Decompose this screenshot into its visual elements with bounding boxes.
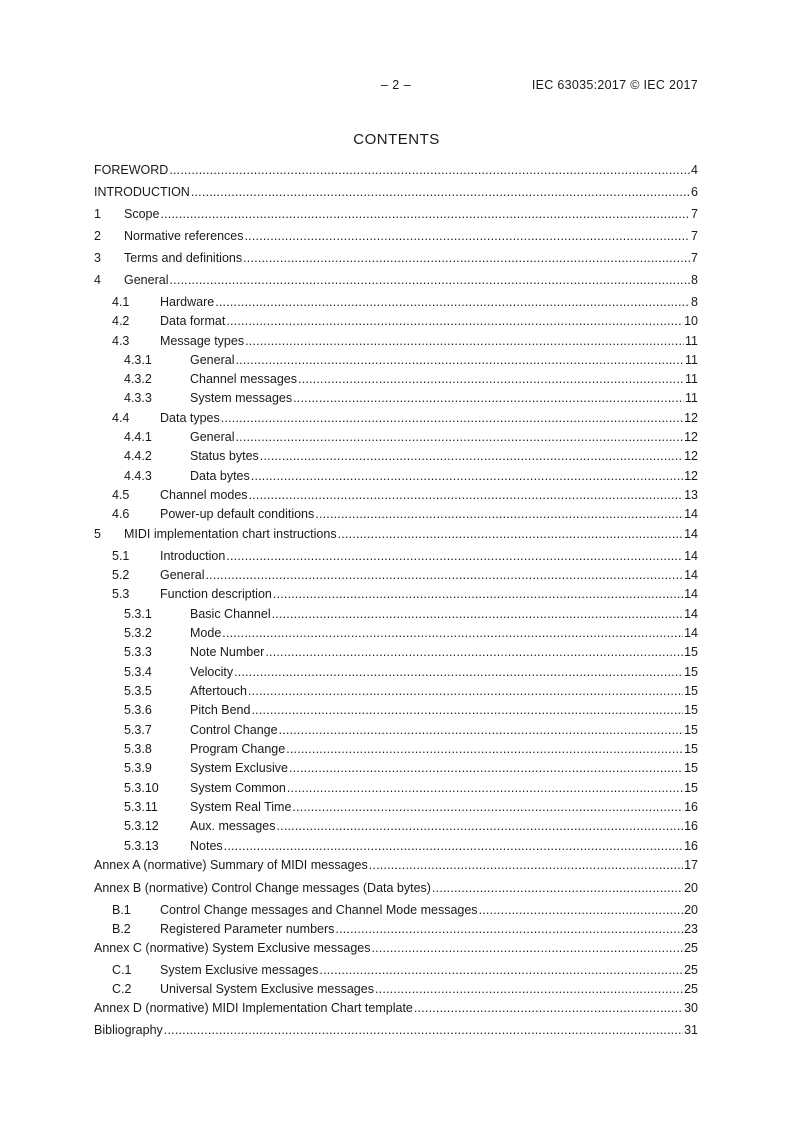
toc-entry-title: Annex B (normative) Control Change messages (Data bytes) [94, 881, 431, 895]
toc-entry-page: 8 [691, 273, 698, 287]
toc-dot-leader [235, 429, 683, 445]
toc-entry-title: General [124, 273, 169, 287]
toc-entry[interactable] [94, 981, 698, 997]
toc-entry-title: System Real Time [190, 800, 292, 814]
toc-dot-leader [222, 625, 683, 641]
toc-entry-title: Annex D (normative) MIDI Implementation Chart template [94, 1001, 413, 1015]
toc-entry-title: Aux. messages [190, 819, 276, 833]
toc-entry-title: Channel messages [190, 372, 298, 386]
toc-entry[interactable] [94, 760, 698, 776]
toc-entry-page: 13 [684, 488, 698, 502]
toc-entry-title: General [190, 353, 235, 367]
toc-entry[interactable] [94, 184, 698, 200]
toc-entry-page: 15 [684, 665, 698, 679]
toc-entry-title: General [160, 568, 205, 582]
toc-dot-leader [235, 352, 684, 368]
toc-entry-title: Hardware [160, 295, 215, 309]
toc-entry[interactable] [94, 702, 698, 718]
toc-entry-page: 11 [685, 372, 698, 386]
toc-entry-page: 7 [691, 207, 698, 221]
toc-entry-page: 12 [684, 449, 698, 463]
toc-entry-title: Mode [190, 626, 222, 640]
toc-entry-page: 17 [684, 858, 698, 872]
toc-entry-page: 11 [685, 391, 698, 405]
toc-dot-leader [251, 702, 683, 718]
toc-entry-number: 5.3.4 [124, 665, 152, 679]
toc-entry-title: System Common [190, 781, 286, 795]
toc-entry[interactable] [94, 429, 698, 445]
toc-dot-leader [432, 880, 683, 896]
toc-entry-title: Message types [160, 334, 245, 348]
document-reference: IEC 63035:2017 © IEC 2017 [531, 78, 698, 92]
toc-entry[interactable] [94, 526, 698, 542]
toc-entry[interactable] [94, 410, 698, 426]
toc-entry[interactable] [94, 940, 698, 956]
toc-entry-number: 1 [94, 207, 101, 221]
toc-entry[interactable] [94, 1000, 698, 1016]
toc-entry-number: 4.5 [112, 488, 130, 502]
toc-entry-page: 30 [684, 1001, 698, 1015]
toc-entry-page: 15 [684, 703, 698, 717]
toc-dot-leader [371, 940, 683, 956]
toc-entry[interactable] [94, 313, 698, 329]
page-title: CONTENTS [353, 131, 440, 148]
toc-entry[interactable] [94, 390, 698, 406]
toc-entry-page: 15 [684, 684, 698, 698]
toc-entry[interactable] [94, 468, 698, 484]
toc-entry-number: 5.3.10 [124, 781, 159, 795]
toc-entry-title: Data bytes [190, 469, 250, 483]
toc-entry[interactable] [94, 228, 698, 244]
toc-entry-number: 5.3.2 [124, 626, 152, 640]
toc-entry-number: 5 [94, 527, 101, 541]
toc-dot-leader [169, 272, 690, 288]
toc-entry-page: 14 [684, 568, 698, 582]
toc-entry-page: 16 [684, 839, 698, 853]
toc-dot-leader [226, 548, 683, 564]
toc-entry-page: 20 [684, 903, 698, 917]
toc-entry-number: 4.4.3 [124, 469, 152, 483]
toc-entry[interactable] [94, 371, 698, 387]
toc-dot-leader [265, 644, 683, 660]
toc-entry-title: General [190, 430, 235, 444]
toc-entry[interactable] [94, 799, 698, 815]
toc-entry[interactable] [94, 352, 698, 368]
toc-entry-page: 15 [684, 761, 698, 775]
toc-entry-number: 2 [94, 229, 101, 243]
toc-dot-leader [215, 294, 690, 310]
toc-entry-title: Annex C (normative) System Exclusive messages [94, 941, 371, 955]
toc-entry[interactable] [94, 625, 698, 641]
toc-entry[interactable] [94, 838, 698, 854]
toc-entry-title: Power-up default conditions [160, 507, 315, 521]
toc-entry-number: 5.3.12 [124, 819, 159, 833]
toc-dot-leader [273, 586, 683, 602]
toc-entry-page: 7 [691, 251, 698, 265]
toc-entry-number: 5.3.1 [124, 607, 152, 621]
toc-entry-title: Velocity [190, 665, 234, 679]
toc-entry-page: 15 [684, 742, 698, 756]
toc-entry-title: Data types [160, 411, 220, 425]
toc-dot-leader [319, 962, 683, 978]
toc-entry[interactable] [94, 1022, 698, 1038]
toc-entry-title: INTRODUCTION [94, 185, 190, 199]
toc-entry-page: 14 [684, 587, 698, 601]
toc-dot-leader [369, 857, 683, 873]
toc-dot-leader [479, 902, 684, 918]
toc-entry[interactable] [94, 818, 698, 834]
toc-entry-number: 5.3.6 [124, 703, 152, 717]
toc-entry[interactable] [94, 722, 698, 738]
toc-dot-leader [249, 487, 684, 503]
toc-entry-number: B.2 [112, 922, 131, 936]
page-header [94, 77, 698, 93]
toc-dot-leader [289, 760, 683, 776]
toc-entry-number: 5.3.9 [124, 761, 152, 775]
toc-dot-leader [315, 506, 683, 522]
toc-entry[interactable] [94, 548, 698, 564]
toc-entry-page: 7 [691, 229, 698, 243]
toc-dot-leader [260, 448, 683, 464]
toc-entry-title: Pitch Bend [190, 703, 251, 717]
toc-entry-title: Introduction [160, 549, 226, 563]
toc-entry-page: 14 [684, 607, 698, 621]
toc-entry[interactable] [94, 644, 698, 660]
toc-entry-title: Control Change messages and Channel Mode messages [160, 903, 478, 917]
toc-dot-leader [245, 228, 691, 244]
toc-entry-title: Terms and definitions [124, 251, 243, 265]
toc-entry-number: 4.3.1 [124, 353, 152, 367]
toc-entry[interactable] [94, 567, 698, 583]
toc-entry-page: 14 [684, 549, 698, 563]
toc-entry-number: 4.4.2 [124, 449, 152, 463]
toc-dot-leader [205, 567, 683, 583]
toc-entry-page: 20 [684, 881, 698, 895]
toc-dot-leader [243, 250, 690, 266]
toc-entry-title: Normative references [124, 229, 244, 243]
toc-entry-title: Basic Channel [190, 607, 271, 621]
toc-entry-page: 15 [684, 723, 698, 737]
toc-entry-page: 14 [684, 507, 698, 521]
toc-entry-number: 4.3.3 [124, 391, 152, 405]
toc-dot-leader [272, 606, 683, 622]
toc-entry-title: Bibliography [94, 1023, 163, 1037]
toc-entry-title: Status bytes [190, 449, 259, 463]
toc-entry[interactable] [94, 902, 698, 918]
toc-dot-leader [224, 838, 683, 854]
toc-entry-page: 25 [684, 982, 698, 996]
toc-entry-title: FOREWORD [94, 163, 169, 177]
toc-entry-number: 5.3 [112, 587, 130, 601]
toc-entry-title: Aftertouch [190, 684, 247, 698]
toc-entry-number: 4.4 [112, 411, 130, 425]
toc-entry-page: 6 [691, 185, 698, 199]
toc-dot-leader [293, 390, 684, 406]
toc-entry-page: 8 [691, 295, 698, 309]
toc-entry-number: 4.3.2 [124, 372, 152, 386]
toc-dot-leader [292, 799, 683, 815]
toc-entry-title: MIDI implementation chart instructions [124, 527, 337, 541]
toc-entry-title: System Exclusive messages [160, 963, 319, 977]
toc-entry-number: 5.3.13 [124, 839, 159, 853]
toc-entry-number: 4.3 [112, 334, 130, 348]
toc-entry[interactable] [94, 586, 698, 602]
toc-entry-number: 4.2 [112, 314, 130, 328]
toc-entry[interactable] [94, 880, 698, 896]
toc-entry-title: System Exclusive [190, 761, 288, 775]
toc-entry-page: 23 [684, 922, 698, 936]
toc-entry-page: 11 [685, 334, 698, 348]
toc-dot-leader [276, 818, 683, 834]
toc-entry[interactable] [94, 962, 698, 978]
toc-entry-page: 11 [685, 353, 698, 367]
toc-entry-page: 12 [684, 469, 698, 483]
toc-entry-number: 4.1 [112, 295, 130, 309]
toc-entry-title: Scope [124, 207, 160, 221]
toc-dot-leader [279, 722, 684, 738]
toc-dot-leader [286, 741, 683, 757]
toc-entry[interactable] [94, 272, 698, 288]
toc-entry-title: Channel modes [160, 488, 248, 502]
toc-entry[interactable] [94, 741, 698, 757]
toc-entry-number: 5.3.7 [124, 723, 152, 737]
toc-entry-page: 16 [684, 819, 698, 833]
toc-entry-number: 5.3.11 [124, 800, 158, 814]
toc-entry[interactable] [94, 333, 698, 349]
toc-dot-leader [226, 313, 683, 329]
page-number: – 2 – [380, 78, 412, 92]
toc-entry-number: C.2 [112, 982, 132, 996]
toc-entry-title: System messages [190, 391, 293, 405]
toc-entry-number: C.1 [112, 963, 132, 977]
toc-dot-leader [375, 981, 683, 997]
toc-entry[interactable] [94, 250, 698, 266]
toc-dot-leader [160, 206, 690, 222]
toc-dot-leader [164, 1022, 683, 1038]
toc-entry-title: Function description [160, 587, 272, 601]
toc-entry[interactable] [94, 780, 698, 796]
toc-entry[interactable] [94, 206, 698, 222]
toc-entry[interactable] [94, 162, 698, 178]
toc-entry-title: Registered Parameter numbers [160, 922, 335, 936]
toc-entry-title: Universal System Exclusive messages [160, 982, 374, 996]
toc-entry-page: 31 [684, 1023, 698, 1037]
toc-entry-page: 12 [684, 430, 698, 444]
toc-entry-number: 5.2 [112, 568, 130, 582]
toc-dot-leader [234, 664, 683, 680]
toc-entry-title: Program Change [190, 742, 286, 756]
toc-entry[interactable] [94, 857, 698, 873]
toc-dot-leader [251, 468, 683, 484]
toc-entry-title: Annex A (normative) Summary of MIDI messages [94, 858, 368, 872]
toc-entry-number: 4 [94, 273, 101, 287]
toc-dot-leader [191, 184, 690, 200]
toc-entry-number: 5.3.3 [124, 645, 152, 659]
toc-entry-number: 5.3.5 [124, 684, 152, 698]
toc-entry-page: 10 [684, 314, 698, 328]
toc-dot-leader [248, 683, 683, 699]
toc-entry-page: 16 [684, 800, 698, 814]
toc-entry-title: Note Number [190, 645, 265, 659]
toc-entry-number: 4.6 [112, 507, 130, 521]
toc-entry[interactable] [94, 683, 698, 699]
toc-entry-page: 15 [684, 645, 698, 659]
toc-entry-page: 4 [691, 163, 698, 177]
toc-dot-leader [221, 410, 683, 426]
toc-entry-page: 25 [684, 963, 698, 977]
toc-entry[interactable] [94, 487, 698, 503]
toc-dot-leader [338, 526, 684, 542]
toc-entry-number: B.1 [112, 903, 131, 917]
toc-dot-leader [335, 921, 683, 937]
toc-entry-number: 5.3.8 [124, 742, 152, 756]
toc-entry-number: 3 [94, 251, 101, 265]
toc-entry-title: Control Change [190, 723, 278, 737]
toc-entry-page: 15 [684, 781, 698, 795]
toc-entry[interactable] [94, 294, 698, 310]
toc-entry[interactable] [94, 506, 698, 522]
toc-dot-leader [169, 162, 690, 178]
toc-dot-leader [287, 780, 683, 796]
toc-entry-number: 4.4.1 [124, 430, 152, 444]
toc-dot-leader [245, 333, 684, 349]
toc-entry-number: 5.1 [112, 549, 130, 563]
toc-entry-page: 12 [684, 411, 698, 425]
toc-dot-leader [298, 371, 684, 387]
toc-entry-title: Data format [160, 314, 226, 328]
toc-entry[interactable] [94, 448, 698, 464]
toc-entry[interactable] [94, 921, 698, 937]
toc-entry-page: 25 [684, 941, 698, 955]
toc-entry[interactable] [94, 664, 698, 680]
toc-entry-title: Notes [190, 839, 223, 853]
toc-entry-page: 14 [684, 626, 698, 640]
toc-entry[interactable] [94, 606, 698, 622]
toc-entry-page: 14 [684, 527, 698, 541]
toc-dot-leader [414, 1000, 683, 1016]
